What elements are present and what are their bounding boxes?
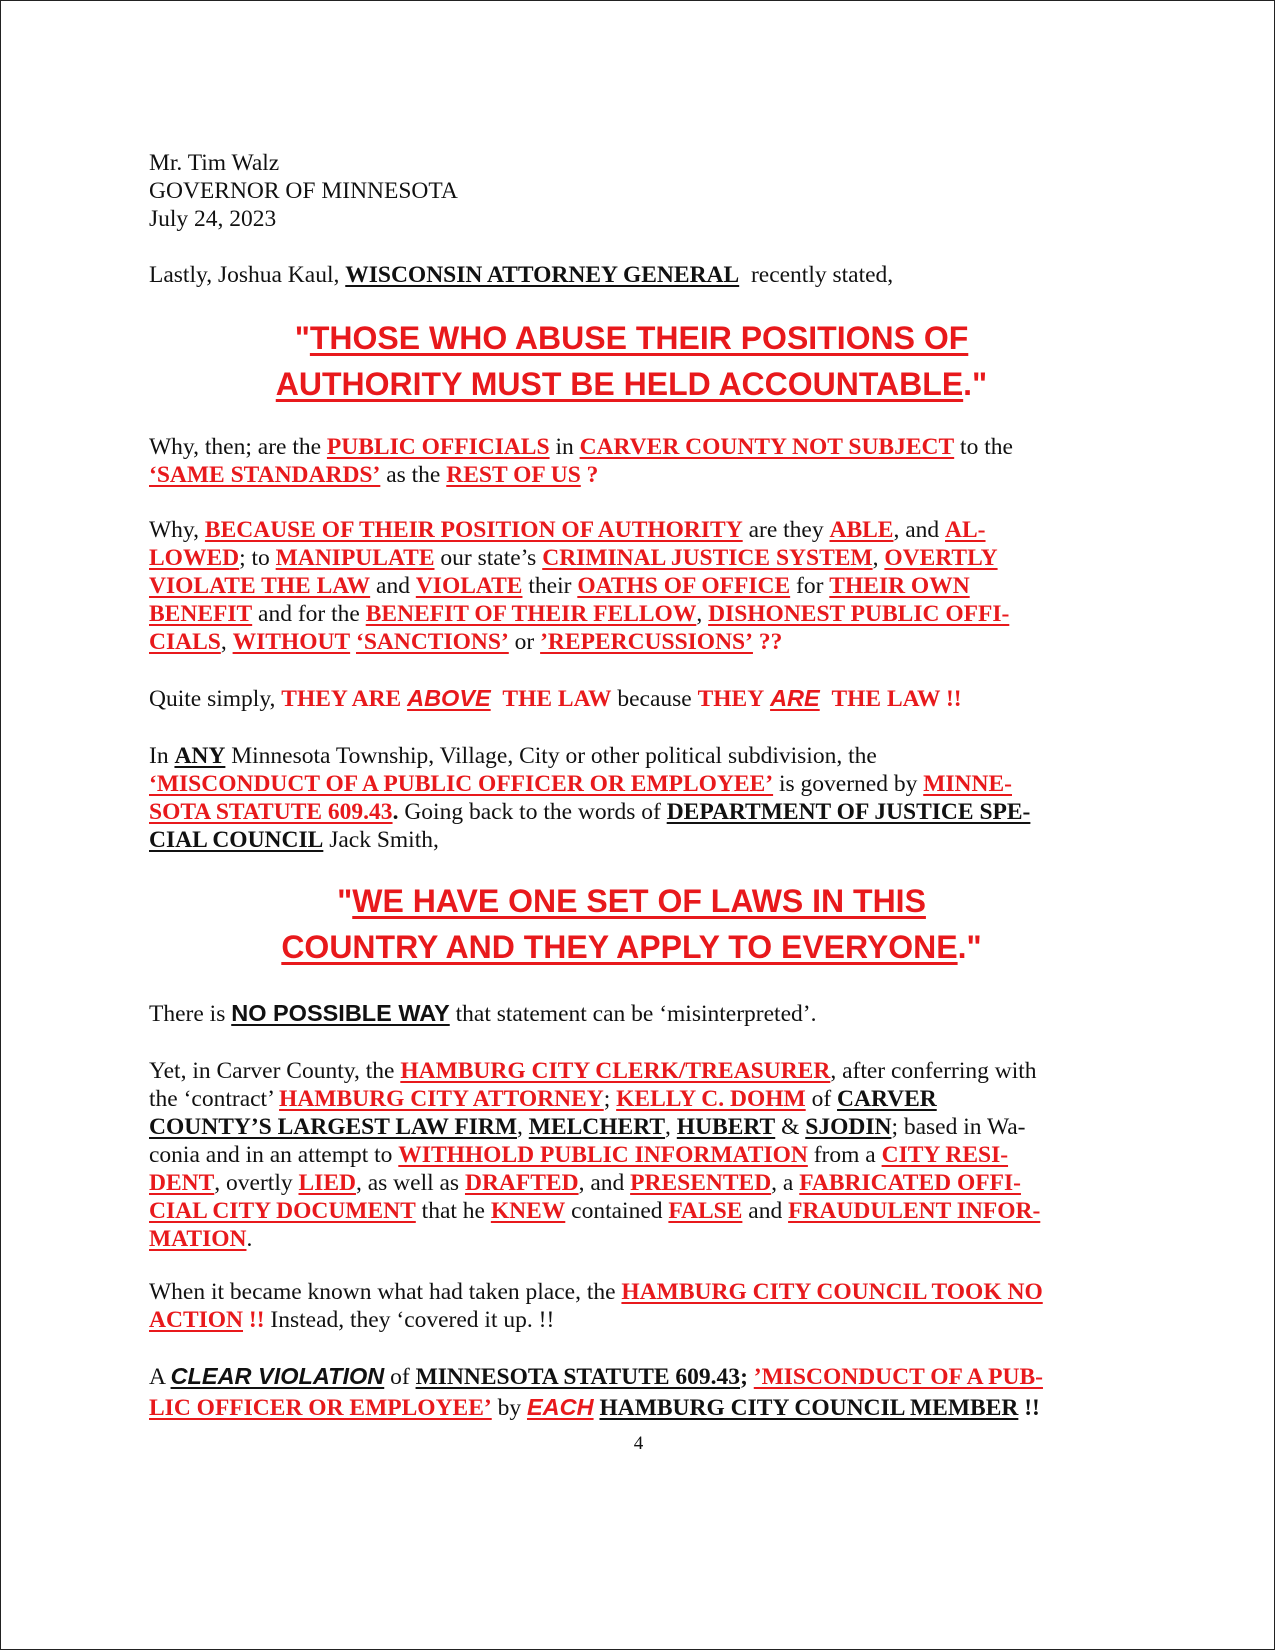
- paragraph-hamburg: [149, 1057, 1069, 1253]
- text-run: There is: [149, 1001, 226, 1027]
- text-line: [149, 826, 1069, 854]
- text-run: THEIR OWN: [829, 573, 970, 599]
- text-run: ,: [220, 629, 227, 655]
- text-run: THE LAW !!: [831, 686, 962, 712]
- text-run: ;: [740, 1364, 748, 1390]
- text-line: [149, 742, 1069, 770]
- text-run: ‘MISCONDUCT OF A PUBLIC OFFICER OR EMPLOYEE’: [149, 771, 774, 797]
- quote-smith: [149, 878, 1114, 970]
- text-run: Why,: [149, 517, 200, 543]
- text-run: !!: [248, 1307, 265, 1333]
- paragraph-authority: [149, 516, 1069, 656]
- text-run: contained: [571, 1198, 663, 1224]
- text-run: , as well as: [355, 1170, 460, 1196]
- text-run: ?: [586, 462, 599, 488]
- text-run: !!: [1024, 1395, 1040, 1421]
- text-line: [149, 315, 1114, 361]
- text-run: AUTHORITY MUST BE HELD ACCOUNTABLE: [275, 366, 964, 402]
- text-run: because: [617, 686, 692, 712]
- text-run: ,: [665, 1114, 671, 1140]
- page-number: 4: [633, 1433, 644, 1454]
- recipient-title: GOVERNOR OF MINNESOTA: [149, 178, 458, 204]
- text-run: AL-: [945, 517, 986, 543]
- emphasis-are: ARE: [770, 685, 820, 711]
- text-run: and: [748, 1198, 783, 1224]
- text-line: [149, 1169, 1069, 1197]
- text-run: OATHS OF OFFICE: [577, 573, 791, 599]
- text-run: ACTION: [149, 1307, 244, 1333]
- text-run: ’REPERCUSSIONS’: [540, 629, 753, 655]
- text-run: HAMBURG CITY CLERK/TREASURER: [400, 1058, 831, 1084]
- text-run: are they: [748, 517, 824, 543]
- text-run: DISHONEST PUBLIC OFFI-: [708, 601, 1010, 627]
- text-run: PUBLIC OFFICIALS: [326, 434, 550, 460]
- text-run: from a: [813, 1142, 876, 1168]
- wi-ag-title: WISCONSIN ATTORNEY GENERAL: [345, 262, 740, 288]
- text-line: [149, 684, 1069, 713]
- text-run: FALSE: [668, 1198, 743, 1224]
- text-run: CLEAR VIOLATION: [170, 1363, 385, 1389]
- text-run: ’MISCONDUCT OF A PUB-: [753, 1364, 1043, 1390]
- text-line: [149, 1392, 1069, 1423]
- text-run: Quite simply,: [149, 686, 276, 712]
- text-run: MELCHERT: [528, 1114, 666, 1140]
- text-run: CITY RESI-: [881, 1142, 1009, 1168]
- text-run: , overtly: [214, 1170, 293, 1196]
- emphasis-each: EACH: [526, 1394, 594, 1420]
- paragraph-above-law: [149, 684, 1069, 713]
- text-run: by: [497, 1395, 522, 1421]
- text-run: HUBERT: [676, 1114, 776, 1140]
- text-run: HAMBURG CITY ATTORNEY: [279, 1086, 604, 1112]
- text-run: DRAFTED: [464, 1170, 579, 1196]
- text-line: [149, 1141, 1069, 1169]
- text-run: COUNTY’S LARGEST LAW FIRM: [149, 1114, 518, 1140]
- text-run: .": [957, 929, 982, 965]
- text-run: , and: [893, 517, 940, 543]
- text-line: [149, 1197, 1069, 1225]
- text-run: SOTA STATUTE 609.43: [149, 799, 393, 825]
- paragraph-violation: [149, 1361, 1069, 1423]
- text-run: THE LAW: [502, 686, 612, 712]
- text-run: or: [514, 629, 535, 655]
- text-run: LIC OFFICER OR EMPLOYEE’: [149, 1395, 492, 1421]
- text-line: [149, 1306, 1069, 1334]
- text-run: SJODIN: [805, 1114, 892, 1140]
- text-line: [149, 1225, 1069, 1253]
- text-run: ,: [872, 545, 879, 571]
- text-line: [149, 1057, 1069, 1085]
- text-run: and: [376, 573, 410, 599]
- text-run: of: [811, 1086, 832, 1112]
- text-run: FABRICATED OFFI-: [799, 1170, 1021, 1196]
- paragraph-statute: [149, 742, 1069, 854]
- text-run: MATION: [149, 1226, 247, 1252]
- text-line: [149, 1085, 1069, 1113]
- text-run: ANY: [174, 743, 226, 769]
- text-line: [149, 1113, 1069, 1141]
- text-run: ‘SANCTIONS’: [356, 629, 509, 655]
- text-run: OVERTLY: [884, 545, 998, 571]
- text-run: LIED: [298, 1170, 356, 1196]
- text-run: THOSE WHO ABUSE THEIR POSITIONS OF: [309, 320, 969, 356]
- text-run: WITHOUT: [232, 629, 351, 655]
- text-run: VIOLATE THE LAW: [149, 573, 371, 599]
- text-run: DENT: [149, 1170, 215, 1196]
- text-run: .": [963, 366, 988, 402]
- text-run: KNEW: [490, 1198, 566, 1224]
- text-run: .: [246, 1226, 253, 1252]
- text-line: [149, 572, 1069, 600]
- text-run: MINNESOTA STATUTE 609.43: [415, 1364, 741, 1390]
- text-run: BECAUSE OF THEIR POSITION OF AUTHORITY: [204, 517, 743, 543]
- text-run: ;: [603, 1086, 611, 1112]
- text-run: ‘SAME STANDARDS’: [149, 462, 381, 488]
- text-run: VIOLATE: [415, 573, 523, 599]
- text-run: recently stated,: [750, 262, 894, 288]
- text-run: In: [149, 743, 169, 769]
- text-run: &: [781, 1114, 800, 1140]
- text-line: [149, 1361, 1069, 1392]
- text-run: CARVER: [837, 1086, 937, 1112]
- text-run: ,: [517, 1114, 523, 1140]
- text-run: MANIPULATE: [275, 545, 435, 571]
- text-run: MINNE-: [923, 771, 1012, 797]
- text-run: conia and in an attempt to: [149, 1142, 393, 1168]
- text-run: THEY: [697, 686, 765, 712]
- text-line: [149, 600, 1069, 628]
- text-run: to the: [960, 434, 1013, 460]
- text-line: [149, 628, 1069, 656]
- text-run: A: [149, 1364, 165, 1390]
- intro-paragraph: [149, 261, 1069, 289]
- text-run: WITHHOLD PUBLIC INFORMATION: [398, 1142, 808, 1168]
- text-run: Instead, they ‘covered it up. !!: [270, 1307, 555, 1333]
- text-run: the ‘contract’: [149, 1086, 274, 1112]
- text-line: [149, 878, 1114, 924]
- text-run: NO POSSIBLE WAY: [231, 1000, 450, 1026]
- text-line: [149, 544, 1069, 572]
- text-run: ,: [696, 601, 703, 627]
- text-run: their: [528, 573, 572, 599]
- text-run: ": [337, 883, 353, 919]
- text-line: [149, 1278, 1069, 1306]
- text-run: is governed by: [778, 771, 918, 797]
- text-line: [149, 261, 1069, 289]
- text-run: PRESENTED: [630, 1170, 772, 1196]
- text-line: [149, 798, 1069, 826]
- text-run: FRAUDULENT INFOR-: [788, 1198, 1041, 1224]
- text-run: of: [390, 1364, 410, 1390]
- text-run: CIALS: [149, 629, 221, 655]
- text-run: ": [294, 320, 310, 356]
- text-run: that statement can be ‘misinterpreted’.: [455, 1001, 817, 1027]
- text-run: Jack Smith,: [329, 827, 439, 853]
- text-run: , a: [771, 1170, 794, 1196]
- text-line: [149, 770, 1069, 798]
- text-run: and for the: [258, 601, 360, 627]
- text-run: HAMBURG CITY COUNCIL MEMBER: [599, 1395, 1019, 1421]
- text-run: KELLY C. DOHM: [616, 1086, 806, 1112]
- text-run: COUNTRY AND THEY APPLY TO EVERYONE: [281, 929, 958, 965]
- text-line: [149, 433, 1069, 461]
- text-run: CRIMINAL JUSTICE SYSTEM: [542, 545, 873, 571]
- text-run: BENEFIT OF THEIR FELLOW: [365, 601, 697, 627]
- paragraph-no-way: [149, 999, 1069, 1028]
- text-line: [149, 999, 1069, 1028]
- text-line: [149, 461, 1069, 489]
- text-run: in: [555, 434, 574, 460]
- quote-kaul: [149, 315, 1114, 407]
- text-run: ; to: [239, 545, 270, 571]
- text-run: DEPARTMENT OF JUSTICE SPE-: [666, 799, 1031, 825]
- text-run: that he: [421, 1198, 485, 1224]
- text-run: CIAL CITY DOCUMENT: [149, 1198, 416, 1224]
- text-run: HAMBURG CITY COUNCIL TOOK NO: [621, 1279, 1043, 1305]
- text-line: [149, 924, 1114, 970]
- text-run: WE HAVE ONE SET OF LAWS IN THIS: [352, 883, 926, 919]
- text-run: ??: [758, 629, 783, 655]
- text-run: our state’s: [440, 545, 537, 571]
- text-run: REST OF US: [446, 462, 581, 488]
- text-run: BENEFIT: [149, 601, 253, 627]
- text-run: , and: [578, 1170, 625, 1196]
- letter-date: July 24, 2023: [149, 206, 277, 232]
- text-run: for: [796, 573, 824, 599]
- paragraph-council-action: [149, 1278, 1069, 1334]
- text-run: as the: [386, 462, 441, 488]
- text-run: CARVER COUNTY NOT SUBJECT: [579, 434, 955, 460]
- text-run: Going back to the words of: [404, 799, 661, 825]
- text-run: ABLE: [829, 517, 894, 543]
- text-run: .: [392, 799, 399, 825]
- text-run: CIAL COUNCIL: [149, 827, 324, 853]
- recipient-name: Mr. Tim Walz: [149, 150, 280, 176]
- text-run: , after conferring with: [830, 1058, 1037, 1084]
- emphasis-above: ABOVE: [407, 685, 491, 711]
- text-run: LOWED: [149, 545, 240, 571]
- text-run: ; based in Wa-: [891, 1114, 1026, 1140]
- text-run: When it became known what had taken place, the: [149, 1279, 616, 1305]
- text-line: [149, 516, 1069, 544]
- text-run: THEY ARE: [281, 686, 402, 712]
- text-run: Minnesota Township, Village, City or other political subdivision, the: [231, 743, 877, 769]
- text-run: Yet, in Carver County, the: [149, 1058, 395, 1084]
- paragraph-standards: [149, 433, 1069, 489]
- text-run: Why, then; are the: [149, 434, 322, 460]
- text-run: Lastly, Joshua Kaul,: [149, 262, 340, 288]
- text-line: [149, 361, 1114, 407]
- letter-header: [149, 149, 1069, 233]
